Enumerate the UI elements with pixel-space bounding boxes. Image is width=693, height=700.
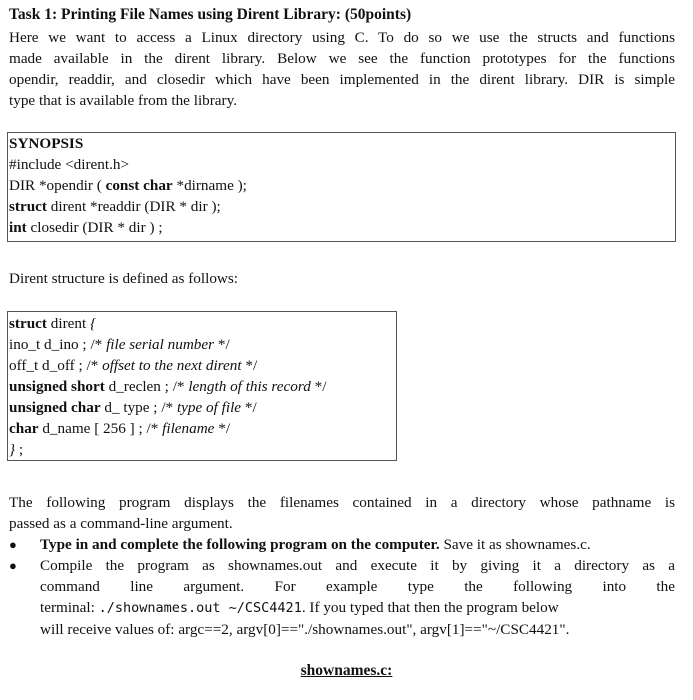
- struct-field: [9, 376, 396, 397]
- intro-line: Here we want to access a Linux directory using C. To do so we use the structs and functions: [9, 29, 675, 46]
- field-decl: d_off ; /*: [38, 357, 103, 374]
- program-intro: [9, 492, 675, 534]
- comment-end: */: [214, 420, 231, 437]
- field-type: ino_t: [9, 336, 41, 353]
- comment-end: */: [241, 357, 258, 374]
- field-decl: d_reclen ; /*: [104, 378, 189, 395]
- program-intro-line: passed as a command-line argument.: [9, 515, 233, 532]
- opendir-post: *dirname );: [172, 177, 247, 194]
- bullet-line: will receive values of: argc==2, argv[0]=="./shownames.out", argv[1]=="~/CSC4421".: [40, 621, 570, 638]
- readdir-post: dirent *readdir (DIR * dir );: [46, 198, 221, 215]
- synopsis-opendir: [9, 175, 675, 196]
- bullet-text: [40, 534, 675, 555]
- opendir-keyword: const char: [105, 177, 173, 194]
- struct-box: [7, 311, 397, 461]
- bullet-line-rest: . If you typed that then the program below: [301, 599, 559, 616]
- open-brace: {: [90, 315, 97, 332]
- field-keyword: unsigned short: [9, 378, 105, 395]
- struct-keyword: struct: [9, 315, 47, 332]
- field-comment: offset to the next dirent: [102, 357, 242, 374]
- terminal-label: terminal:: [40, 599, 99, 616]
- field-decl: d_ino ; /*: [40, 336, 107, 353]
- bullet-dot-icon: ●: [9, 537, 17, 552]
- bullet-line: [40, 597, 675, 619]
- intro-line: made available in the dirent library. Below we see the function prototypes for the functions: [9, 50, 675, 67]
- field-decl: d_ type ; /*: [100, 399, 177, 416]
- comment-end: */: [310, 378, 327, 395]
- comment-end: */: [241, 399, 257, 416]
- intro-paragraph: [9, 27, 675, 111]
- field-type: off_t: [9, 357, 39, 374]
- readdir-keyword: struct: [9, 198, 47, 215]
- field-comment: filename: [162, 420, 215, 437]
- terminal-command: ./shownames.out ~/CSC4421: [98, 600, 302, 616]
- struct-close: [9, 439, 396, 460]
- intro-line: type that is available from the library.: [9, 92, 238, 109]
- field-decl: d_name [ 256 ] ; /*: [38, 420, 163, 437]
- bullet-bold: Type in and complete the following program on the computer.: [40, 536, 440, 553]
- bullet-dot-icon: ●: [9, 558, 17, 573]
- program-intro-line: The following program displays the filenames contained in a directory whose pathname is: [9, 494, 675, 511]
- dirent-intro: Dirent structure is defined as follows:: [9, 270, 239, 287]
- bullet-line: Compile the program as shownames.out and execute it by giving it a directory as a: [40, 557, 675, 574]
- synopsis-box: [7, 132, 676, 242]
- bullet-text: [40, 555, 675, 640]
- struct-field: [9, 334, 396, 355]
- opendir-pre: DIR *opendir (: [9, 177, 106, 194]
- bullet-item: [9, 534, 675, 555]
- synopsis-readdir: [9, 196, 675, 217]
- bullet-rest: Save it as shownames.c.: [439, 536, 591, 553]
- close-brace: }: [9, 441, 16, 458]
- struct-field: [9, 355, 396, 376]
- task-title: Task 1: Printing File Names using Dirent Library: (50points): [9, 6, 412, 23]
- field-keyword: unsigned char: [9, 399, 101, 416]
- field-keyword: char: [9, 420, 39, 437]
- struct-open: [9, 313, 396, 334]
- field-comment: file serial number: [106, 336, 215, 353]
- close-semicolon: ;: [15, 441, 24, 458]
- bullet-item: [9, 555, 675, 639]
- synopsis-include: #include <dirent.h>: [9, 156, 130, 173]
- program-filename: shownames.c:: [300, 662, 393, 679]
- closedir-post: closedir (DIR * dir ) ;: [26, 219, 163, 236]
- struct-field: [9, 397, 396, 418]
- comment-end: */: [214, 336, 230, 353]
- field-comment: length of this record: [188, 378, 311, 395]
- closedir-keyword: int: [9, 219, 27, 236]
- synopsis-closedir: [9, 217, 675, 238]
- synopsis-heading: SYNOPSIS: [9, 135, 84, 152]
- intro-line: opendir, readdir, and closedir which have been implemented in the dirent library. DIR is simple: [9, 71, 675, 88]
- struct-name: dirent: [46, 315, 90, 332]
- bullet-line: command line argument. For example type the following into the: [40, 578, 675, 595]
- struct-field: [9, 418, 396, 439]
- field-comment: type of file: [176, 399, 242, 416]
